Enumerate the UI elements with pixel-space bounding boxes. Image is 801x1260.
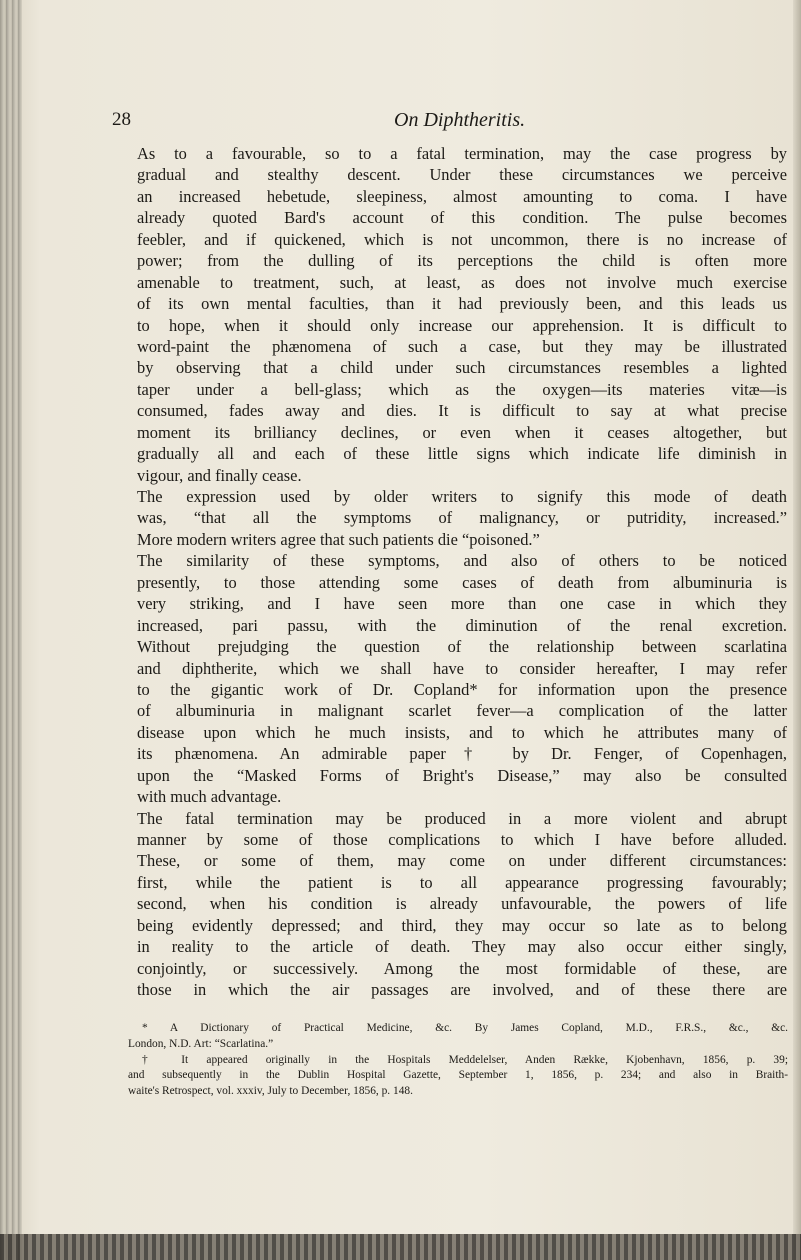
body-line: to hope, when it should only increase our apprehension. It is difficult to: [137, 315, 787, 335]
body-line: by observing that a child under such circumstances resembles a lighted: [137, 358, 787, 378]
body-line: upon the “Masked Forms of Bright's Disease,” may also be consulted: [137, 765, 787, 785]
scan-bottom-edge: [0, 1234, 801, 1260]
page-header: [112, 109, 792, 139]
page-number: 28: [112, 109, 131, 130]
body-line: moment its brilliancy declines, or even when it ceases altogether, but: [137, 422, 787, 442]
running-title: On Diphtheritis.: [394, 109, 526, 131]
body-line: an increased hebetude, sleepiness, almost amounting to coma. I have: [137, 186, 787, 206]
body-line: gradual and stealthy descent. Under these circumstances we perceive: [137, 165, 787, 185]
body-line: power; from the dulling of its perceptions the child is often more: [137, 251, 787, 271]
body-line: increased, pari passu, with the diminution of the renal excretion.: [137, 615, 787, 635]
body-text: [137, 143, 787, 1001]
page-right-edge: [793, 0, 801, 1260]
body-line: being evidently depressed; and third, they may occur so late as to belong: [137, 915, 787, 935]
footnote-line: * A Dictionary of Practical Medicine, &c. By James Copland, M.D., F.R.S., &c., &c.: [142, 1022, 788, 1034]
body-line: its phænomena. An admirable paper† by Dr. Fenger, of Copenhagen,: [137, 744, 787, 764]
body-line: those in which the air passages are involved, and of these there are: [137, 980, 787, 1000]
body-line: More modern writers agree that such patients die “poisoned.”: [137, 529, 540, 549]
body-line: and diphtherite, which we shall have to consider hereafter, I may refer: [137, 658, 787, 678]
body-line: second, when his condition is already unfavourable, the powers of life: [137, 894, 787, 914]
body-line: The similarity of these symptoms, and also of others to be noticed: [137, 551, 787, 571]
footnote-line: London, N.D. Art: “Scarlatina.”: [128, 1037, 274, 1050]
footnote-line: waite's Retrospect, vol. xxxiv, July to December, 1856, p. 148.: [128, 1085, 413, 1098]
footnotes: [128, 1021, 788, 1100]
body-line: already quoted Bard's account of this condition. The pulse becomes: [137, 208, 787, 228]
body-line: feebler, and if quickened, which is not uncommon, there is no increase of: [137, 229, 787, 249]
page-binding-edge: [0, 0, 22, 1260]
footnote-line: † It appeared originally in the Hospitals Meddelelser, Anden Række, Kjobenhavn, 1856, p. 39;: [142, 1053, 788, 1066]
body-line: gradually all and each of these little signs which indicate life diminish in: [137, 444, 787, 464]
body-line: These, or some of them, may come on under different circumstances:: [137, 851, 787, 871]
body-line: taper under a bell-glass; which as the oxygen—its materies vitæ—is: [137, 379, 787, 399]
body-line: presently, to those attending some cases of death from albuminuria is: [137, 572, 787, 592]
footnote-line: and subsequently in the Dublin Hospital Gazette, September 1, 1856, p. 234; and also in Braith-: [128, 1069, 788, 1082]
body-line: of its own mental faculties, than it had previously been, and this leads us: [137, 294, 787, 314]
body-line: manner by some of those complications to which I have before alluded.: [137, 830, 787, 849]
body-line: As to a favourable, so to a fatal termination, may the case progress by: [137, 144, 787, 163]
body-line: word-paint the phænomena of such a case, but they may be illustrated: [137, 336, 787, 356]
body-line: in reality to the article of death. They may also occur either singly,: [137, 937, 787, 957]
body-line: The expression used by older writers to signify this mode of death: [137, 487, 787, 506]
body-line: first, while the patient is to all appearance progressing favourably;: [137, 872, 787, 892]
body-line: to the gigantic work of Dr. Copland* for information upon the presence: [137, 679, 787, 699]
body-line: Without prejudging the question of the relationship between scarlatina: [137, 637, 787, 657]
body-line: was, “that all the symptoms of malignancy, or putridity, increased.”: [137, 508, 787, 528]
body-line: amenable to treatment, such, at least, as does not involve much exercise: [137, 272, 787, 292]
body-line: vigour, and finally cease.: [137, 465, 302, 485]
body-line: The fatal termination may be produced in a more violent and abrupt: [137, 808, 787, 828]
body-line: very striking, and I have seen more than one case in which they: [137, 594, 787, 614]
body-line: conjointly, or successively. Among the most formidable of these, are: [137, 958, 787, 978]
body-line: with much advantage.: [137, 787, 282, 807]
body-line: of albuminuria in malignant scarlet fever—a complication of the latter: [137, 701, 787, 721]
body-line: disease upon which he much insists, and to which he attributes many of: [137, 722, 787, 742]
body-line: consumed, fades away and dies. It is difficult to say at what precise: [137, 401, 787, 421]
